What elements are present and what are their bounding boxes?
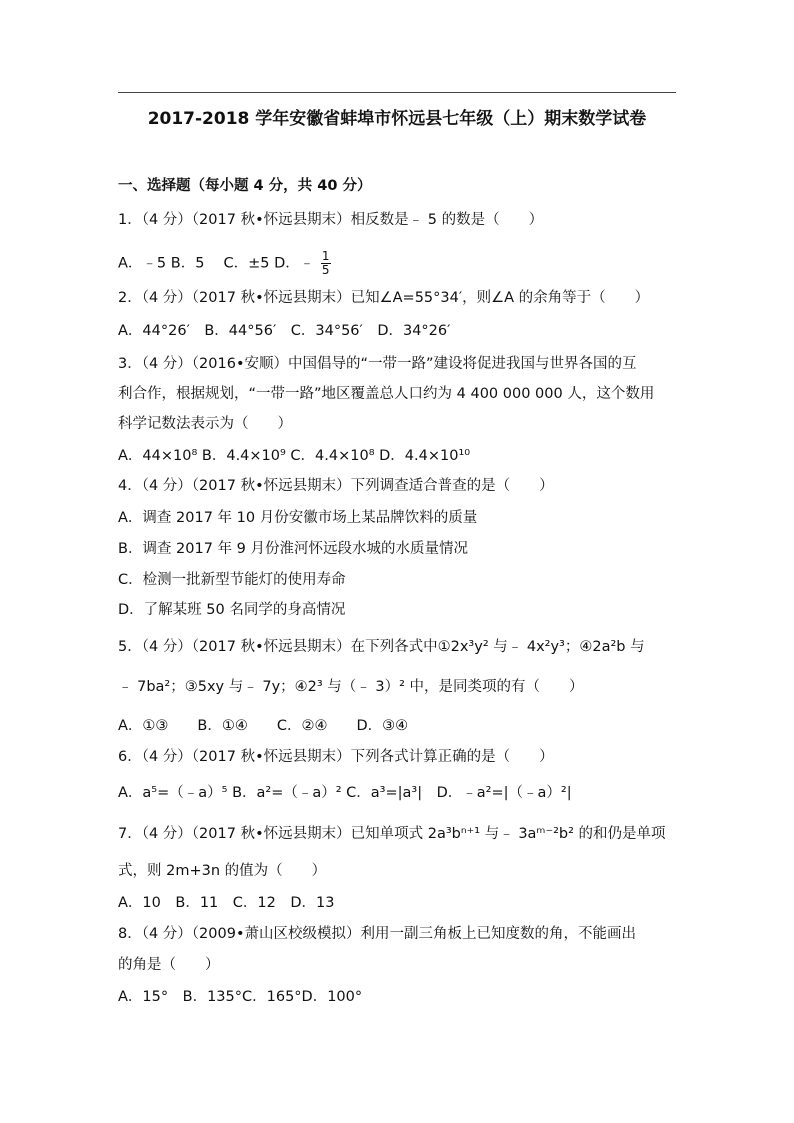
question-4-option-b: B．调查 2017 年 9 月份淮河怀远段水城的水质量情况 <box>118 541 469 557</box>
fraction-one-fifth <box>321 250 331 277</box>
question-6-stem: 6．（4 分）（2017 秋•怀远县期末）下列各式计算正确的是（ ） <box>118 749 554 765</box>
question-6-options: A．a⁵=（﹣a）⁵ B．a²=（﹣a）² C．a³=|a³| D．﹣a²=|（﹣a）²| <box>118 785 572 801</box>
question-3-line-2: 利合作，根据规划，“一带一路”地区覆盖总人口约为 4 400 000 000 人，这个数用 <box>118 386 655 402</box>
question-3-line-3: 科学记数法表示为（ ） <box>118 416 292 432</box>
question-5-options: A．①③ B．①④ C．②④ D．③④ <box>118 718 409 734</box>
question-8-line-2: 的角是（ ） <box>118 957 220 973</box>
question-5-line-2: ﹣ 7ba²；③5xy 与﹣ 7y；④2³ 与（﹣ 3）² 中，是同类项的有（ ） <box>118 679 584 695</box>
question-5-line-1: 5．（4 分）（2017 秋•怀远县期末）在下列各式中①2x³y² 与﹣ 4x²y³；④2a²b 与 <box>118 639 645 655</box>
question-1-options-text: A．﹣5 B．5 C．±5 D．﹣ <box>118 255 315 272</box>
question-2-options: A．44°26′ B．44°56′ C．34°56′ D．34°26′ <box>118 323 451 339</box>
question-3-options: A．44×10⁸ B．4.4×10⁹ C．4.4×10⁸ D．4.4×10¹⁰ <box>118 448 471 464</box>
question-3-line-1: 3．（4 分）（2016•安顺）中国倡导的“一带一路”建设将促进我国与世界各国的互 <box>118 356 637 372</box>
question-2-stem: 2．（4 分）（2017 秋•怀远县期末）已知∠A=55°34′，则∠A 的余角等于（ ） <box>118 290 650 306</box>
question-7-options: A．10 B．11 C．12 D．13 <box>118 895 335 911</box>
question-4-option-a: A．调查 2017 年 10 月份安徽市场上某品牌饮料的质量 <box>118 510 478 526</box>
question-7-line-2: 式，则 2m+3n 的值为（ ） <box>118 863 327 879</box>
header-rule <box>118 92 676 93</box>
question-8-line-1: 8．（4 分）（2009•萧山区校级模拟）利用一副三角板上已知度数的角，不能画出 <box>118 926 637 942</box>
fraction-denominator: 5 <box>321 263 330 277</box>
question-1-options <box>118 250 331 277</box>
question-4-option-c: C．检测一批新型节能灯的使用寿命 <box>118 572 346 588</box>
question-8-options: A．15° B．135°C．165°D．100° <box>118 989 363 1005</box>
question-4-option-d: D．了解某班 50 名同学的身高情况 <box>118 602 346 618</box>
question-1-stem: 1．（4 分）（2017 秋•怀远县期末）相反数是﹣ 5 的数是（ ） <box>118 212 544 228</box>
question-4-stem: 4．（4 分）（2017 秋•怀远县期末）下列调查适合普查的是（ ） <box>118 478 554 494</box>
question-7-line-1: 7．（4 分）（2017 秋•怀远县期末）已知单项式 2a³bⁿ⁺¹ 与﹣ 3aᵐ⁻²b² 的和仍是单项 <box>118 826 666 842</box>
section-heading: 一、选择题（每小题 4 分，共 40 分） <box>118 178 372 194</box>
fraction-numerator: 1 <box>321 249 330 263</box>
document-title: 2017-2018 学年安徽省蚌埠市怀远县七年级（上）期末数学试卷 <box>147 109 647 129</box>
